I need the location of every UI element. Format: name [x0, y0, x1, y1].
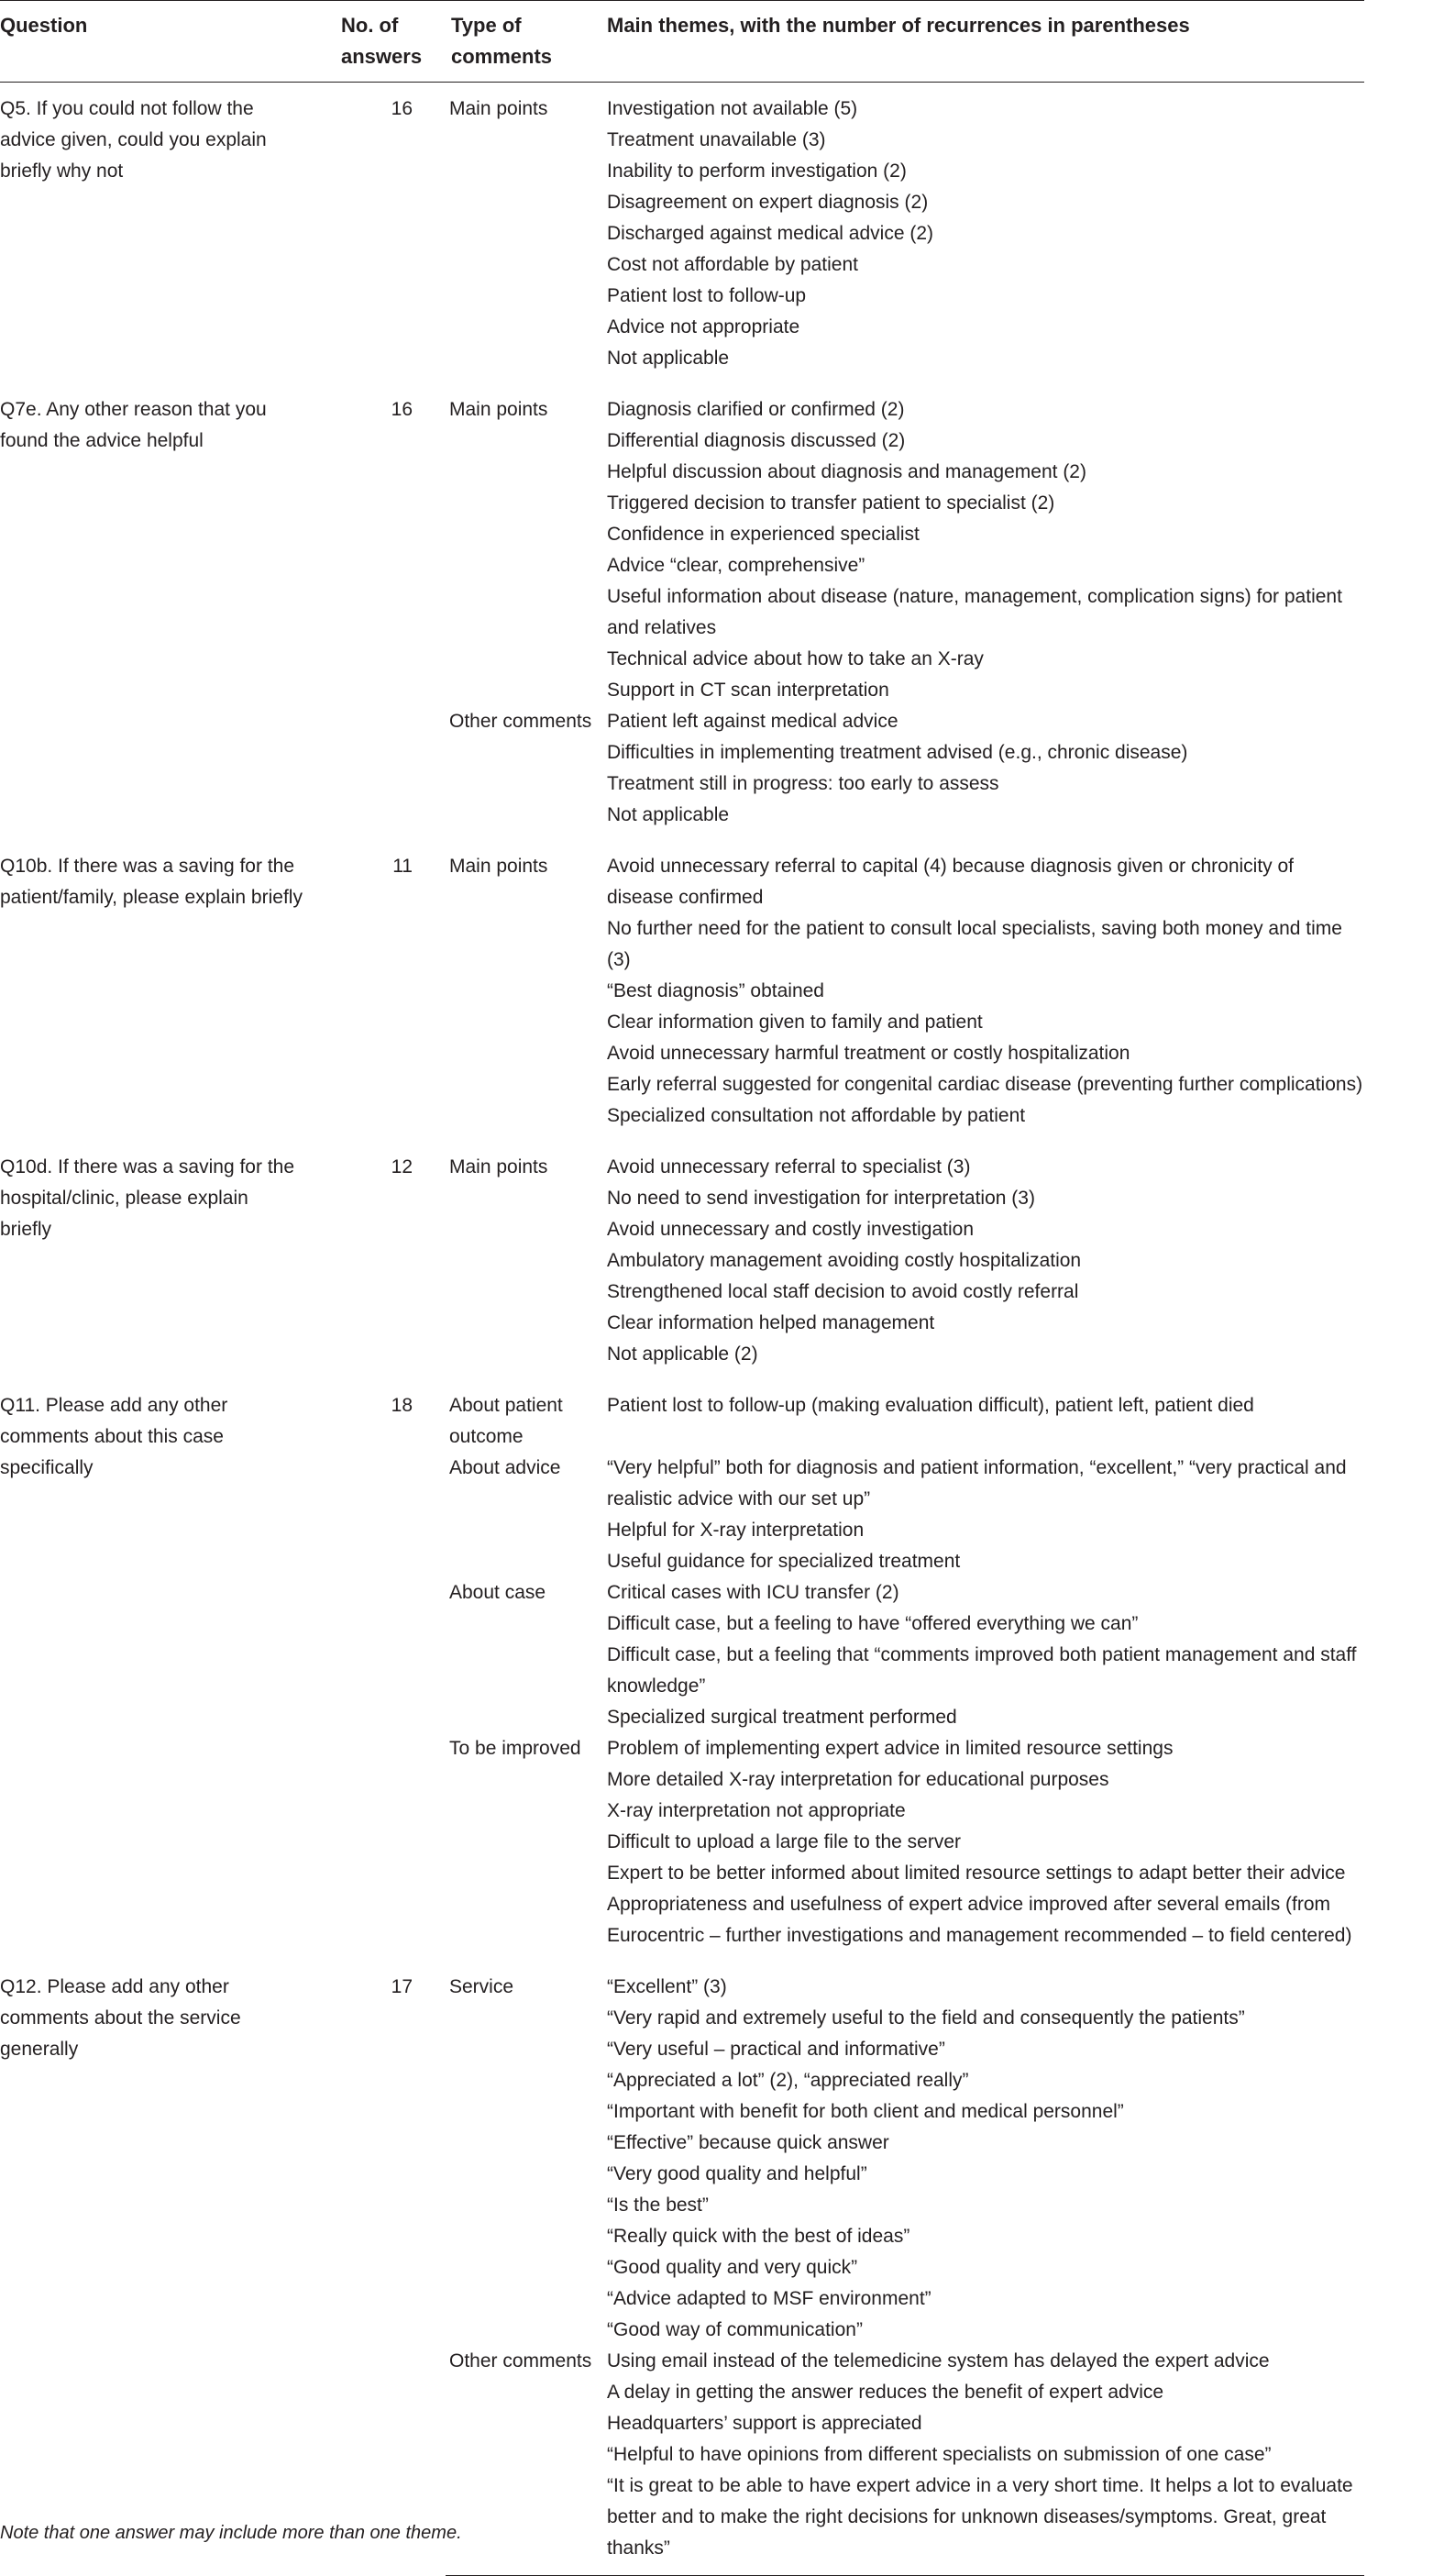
header-type: Type of comments — [451, 14, 553, 68]
theme-item: Advice not appropriate — [607, 316, 800, 337]
question-group — [0, 383, 1364, 840]
question-cell: Q10d. If there was a saving for the hospital/clinic, please explain briefly — [0, 1156, 295, 1240]
theme-item: X-ray interpretation not appropriate — [607, 1800, 906, 1821]
theme-item: Treatment still in progress: too early to assess — [607, 773, 999, 794]
theme-item: Early referral suggested for congenital cardiac disease (preventing further complications) — [607, 1074, 1363, 1095]
theme-item: “Good way of communication” — [607, 2319, 863, 2340]
question-cell: Q5. If you could not follow the advice given, could you explain briefly why not — [0, 98, 267, 182]
theme-item: “Very good quality and helpful” — [607, 2163, 867, 2184]
theme-item: “Very useful – practical and informative” — [607, 2039, 945, 2060]
table-row — [0, 83, 1364, 384]
theme-item: No need to send investigation for interpretation (3) — [607, 1188, 1035, 1209]
themes-cell — [607, 2346, 1364, 2576]
comment-type-cell: To be improved — [449, 1738, 581, 1759]
theme-item: Inability to perform investigation (2) — [607, 160, 907, 182]
theme-item: Patient left against medical advice — [607, 711, 898, 732]
theme-item: Cost not affordable by patient — [607, 254, 858, 275]
theme-item: Difficult case, but a feeling to have “offered everything we can” — [607, 1613, 1139, 1634]
answers-count-cell: 16 — [391, 98, 413, 119]
theme-item: Specialized consultation not affordable by patient — [607, 1105, 1026, 1126]
theme-item: “Best diagnosis” obtained — [607, 980, 824, 1001]
theme-item: “Advice adapted to MSF environment” — [607, 2288, 931, 2309]
theme-item: Avoid unnecessary referral to capital (4) because diagnosis given or chronicity of disease confirmed — [607, 856, 1295, 908]
themes-cell — [607, 1379, 1364, 1453]
question-group — [0, 1961, 1364, 2576]
theme-item: Not applicable — [607, 804, 730, 825]
theme-item: Problem of implementing expert advice in limited resource settings — [607, 1738, 1174, 1759]
table-row — [0, 1961, 1364, 2346]
theme-item: “Important with benefit for both client and medical personnel” — [607, 2101, 1124, 2122]
theme-item: Helpful discussion about diagnosis and management (2) — [607, 461, 1086, 482]
themes-cell — [607, 840, 1364, 1141]
theme-item: Useful guidance for specialized treatment — [607, 1551, 961, 1572]
theme-item: “Good quality and very quick” — [607, 2257, 858, 2278]
theme-item: A delay in getting the answer reduces the benefit of expert advice — [607, 2382, 1164, 2403]
theme-item: Patient lost to follow-up (making evaluation difficult), patient left, patient died — [607, 1395, 1254, 1416]
table-row — [0, 1379, 1364, 1453]
comment-type-cell: About advice — [449, 1457, 561, 1478]
theme-item: Confidence in experienced specialist — [607, 524, 920, 545]
header-question: Question — [0, 14, 88, 37]
themes-cell — [607, 1733, 1364, 1961]
theme-item: Clear information helped management — [607, 1312, 935, 1333]
theme-item: “Appreciated a lot” (2), “appreciated really” — [607, 2070, 969, 2091]
theme-item: Clear information given to family and patient — [607, 1012, 983, 1033]
comment-type-cell: Other comments — [446, 2346, 607, 2576]
theme-item: Difficulties in implementing treatment advised (e.g., chronic disease) — [607, 742, 1188, 763]
header-answers: No. of answers — [341, 14, 423, 68]
theme-item: “Is the best” — [607, 2195, 709, 2216]
theme-item: Diagnosis clarified or confirmed (2) — [607, 399, 905, 420]
theme-item: Critical cases with ICU transfer (2) — [607, 1582, 899, 1603]
themes-cell — [607, 383, 1364, 706]
theme-item: Expert to be better informed about limited resource settings to adapt better their advice — [607, 1863, 1346, 1884]
themes-cell — [607, 1577, 1364, 1733]
theme-item: Treatment unavailable (3) — [607, 129, 826, 150]
theme-item: “Excellent” (3) — [607, 1976, 727, 1997]
theme-item: “Very helpful” both for diagnosis and patient information, “excellent,” “very practical and realistic advice with our set up” — [607, 1457, 1347, 1509]
table-row — [0, 840, 1364, 1141]
answers-count-cell: 18 — [391, 1395, 413, 1416]
table-row — [0, 1141, 1364, 1379]
question-group — [0, 1379, 1364, 1961]
comment-type-cell: Main points — [449, 399, 548, 420]
theme-item: Technical advice about how to take an X-ray — [607, 648, 984, 669]
theme-item: Strengthened local staff decision to avoid costly referral — [607, 1281, 1079, 1302]
theme-item: Triggered decision to transfer patient to specialist (2) — [607, 492, 1055, 514]
answers-count-cell: 11 — [392, 856, 413, 877]
table-row — [0, 383, 1364, 706]
comment-type-cell: Main points — [449, 98, 548, 119]
theme-item: Differential diagnosis discussed (2) — [607, 430, 906, 451]
comment-type-cell: Main points — [449, 1156, 548, 1177]
theme-item: Avoid unnecessary and costly investigation — [607, 1219, 975, 1240]
question-group — [0, 83, 1364, 384]
question-group — [0, 840, 1364, 1141]
theme-item: Difficult case, but a feeling that “comments improved both patient management and staff knowledge” — [607, 1644, 1357, 1697]
question-cell: Q10b. If there was a saving for the patient/family, please explain briefly — [0, 856, 303, 908]
theme-item: Ambulatory management avoiding costly hospitalization — [607, 1250, 1082, 1271]
theme-item: “Helpful to have opinions from different specialists on submission of one case” — [607, 2444, 1272, 2465]
question-cell: Q11. Please add any other comments about this case specifically — [0, 1395, 228, 1478]
comment-type-cell: Other comments — [449, 711, 592, 732]
question-cell: Q7e. Any other reason that you found the advice helpful — [0, 399, 267, 451]
theme-item: Headquarters’ support is appreciated — [607, 2413, 922, 2434]
theme-item: “Very rapid and extremely useful to the field and consequently the patients” — [607, 2007, 1245, 2029]
comment-type-cell: About patient outcome — [449, 1395, 563, 1447]
theme-item: More detailed X-ray interpretation for educational purposes — [607, 1769, 1109, 1790]
theme-item: Investigation not available (5) — [607, 98, 858, 119]
comment-type-cell: About case — [449, 1582, 546, 1603]
theme-item: Useful information about disease (nature, management, complication signs) for patient and relatives — [607, 586, 1342, 638]
themes-cell — [607, 1141, 1364, 1379]
themes-cell — [607, 1961, 1364, 2346]
themes-cell — [607, 1453, 1364, 1577]
table-header — [0, 1, 1364, 83]
comment-type-cell: Service — [449, 1976, 514, 1997]
question-group — [0, 1141, 1364, 1379]
table-footnote: Note that one answer may include more than one theme. — [0, 2523, 462, 2543]
comment-type-cell: Main points — [449, 856, 548, 877]
answers-count-cell: 12 — [391, 1156, 413, 1177]
theme-item: Avoid unnecessary harmful treatment or costly hospitalization — [607, 1043, 1130, 1064]
theme-item: “Effective” because quick answer — [607, 2132, 889, 2153]
theme-item: Advice “clear, comprehensive” — [607, 555, 865, 576]
theme-item: Using email instead of the telemedicine system has delayed the expert advice — [607, 2350, 1270, 2371]
theme-item: Appropriateness and usefulness of expert advice improved after several emails (from Eurocentric – further investigations and management recommended – to field centered) — [607, 1894, 1352, 1946]
theme-item: Support in CT scan interpretation — [607, 680, 889, 701]
theme-item: Discharged against medical advice (2) — [607, 223, 934, 244]
theme-item: Difficult to upload a large file to the server — [607, 1831, 961, 1852]
question-cell: Q12. Please add any other comments about the service generally — [0, 1976, 241, 2060]
theme-item: No further need for the patient to consult local specialists, saving both money and time (3) — [607, 918, 1342, 970]
header-row — [0, 1, 1364, 83]
themes-cell — [607, 83, 1364, 384]
theme-item: Specialized surgical treatment performed — [607, 1707, 957, 1728]
answers-count-cell: 17 — [391, 1976, 413, 1997]
theme-item: “It is great to be able to have expert advice in a very short time. It helps a lot to evaluate better and to make the right decisions for unknown diseases/symptoms. Great, great thanks” — [607, 2475, 1353, 2559]
theme-item: Avoid unnecessary referral to specialist (3) — [607, 1156, 971, 1177]
theme-item: Not applicable — [607, 348, 730, 369]
answers-count-cell: 16 — [391, 399, 413, 420]
themes-cell — [607, 706, 1364, 840]
theme-item: “Really quick with the best of ideas” — [607, 2226, 910, 2247]
theme-item: Disagreement on expert diagnosis (2) — [607, 192, 929, 213]
theme-item: Patient lost to follow-up — [607, 285, 807, 306]
theme-item: Helpful for X-ray interpretation — [607, 1520, 865, 1541]
theme-item: Not applicable (2) — [607, 1343, 758, 1365]
header-themes: Main themes, with the number of recurrences in parentheses — [607, 14, 1190, 37]
